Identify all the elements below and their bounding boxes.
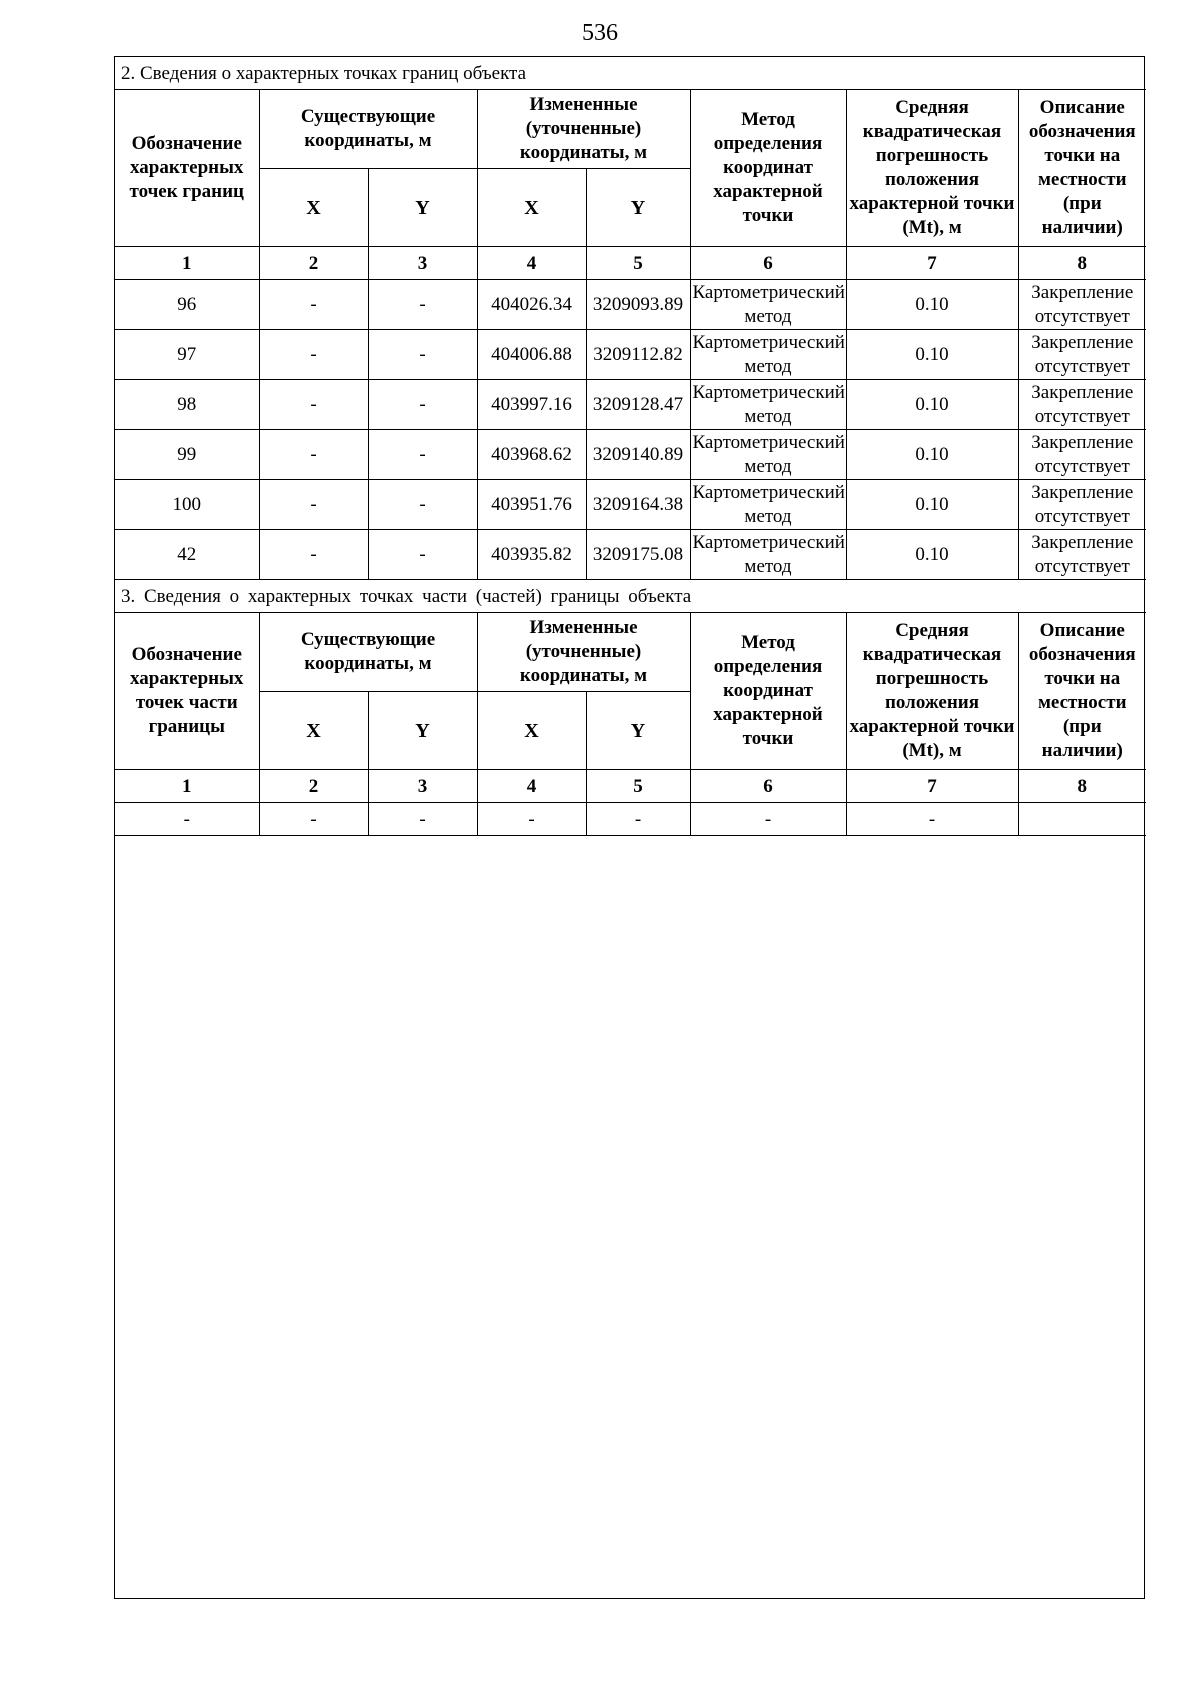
page-number: 536 [582, 20, 618, 46]
column-number: 1 [115, 770, 259, 803]
table-row [115, 380, 1146, 430]
section2-title-row [115, 57, 1146, 90]
header-error: Средняя квадратическая погрешность положения характерной точки (Mt), м [846, 613, 1018, 770]
header-existing-y: Y [368, 692, 477, 770]
points-table [115, 57, 1146, 836]
header-existing-x: X [259, 692, 368, 770]
header-changed-y: Y [586, 169, 690, 247]
table-row [115, 330, 1146, 380]
header-existing: Существующие координаты, м [259, 90, 477, 169]
changed-x: - [477, 803, 586, 836]
changed-x: 404006.88 [477, 330, 586, 380]
method: Картометрический метод [690, 480, 846, 530]
existing-y: - [368, 380, 477, 430]
changed-x: 403997.16 [477, 380, 586, 430]
existing-x: - [259, 480, 368, 530]
header-existing: Существующие координаты, м [259, 613, 477, 692]
changed-x: 403935.82 [477, 530, 586, 580]
point-id: - [115, 803, 259, 836]
mt-error: 0.10 [846, 480, 1018, 530]
existing-x: - [259, 330, 368, 380]
column-number: 4 [477, 770, 586, 803]
header-method: Метод определения координат характерной точки [690, 613, 846, 770]
header-changed: Измененные (уточненные) координаты, м [477, 90, 690, 169]
table-row [115, 430, 1146, 480]
column-number: 5 [586, 770, 690, 803]
table-row [115, 280, 1146, 330]
header-method: Метод определения координат характерной точки [690, 90, 846, 247]
point-id: 97 [115, 330, 259, 380]
header-existing-y: Y [368, 169, 477, 247]
column-number: 2 [259, 770, 368, 803]
table-row [115, 480, 1146, 530]
existing-y: - [368, 430, 477, 480]
point-id: 99 [115, 430, 259, 480]
existing-y: - [368, 280, 477, 330]
mt-error: 0.10 [846, 530, 1018, 580]
point-description [1018, 803, 1146, 836]
existing-y: - [368, 530, 477, 580]
method: Картометрический метод [690, 430, 846, 480]
header-changed-x: X [477, 692, 586, 770]
point-description: Закрепление отсутствует [1018, 530, 1146, 580]
method: Картометрический метод [690, 530, 846, 580]
table-row [115, 530, 1146, 580]
mt-error: 0.10 [846, 430, 1018, 480]
section3-title: 3. Сведения о характерных точках части (частей) границы объекта [115, 580, 1146, 613]
point-id: 42 [115, 530, 259, 580]
changed-y: 3209164.38 [586, 480, 690, 530]
existing-x: - [259, 530, 368, 580]
header-designation: Обозначение характерных точек части границы [115, 613, 259, 770]
method: - [690, 803, 846, 836]
column-number: 3 [368, 770, 477, 803]
changed-y: 3209128.47 [586, 380, 690, 430]
point-id: 96 [115, 280, 259, 330]
point-description: Закрепление отсутствует [1018, 280, 1146, 330]
header-changed-y: Y [586, 692, 690, 770]
changed-y: - [586, 803, 690, 836]
section3-title-row [115, 580, 1146, 613]
point-id: 98 [115, 380, 259, 430]
existing-x: - [259, 280, 368, 330]
section2-title: 2. Сведения о характерных точках границ объекта [115, 57, 1146, 90]
column-number: 1 [115, 247, 259, 280]
header-changed: Измененные (уточненные) координаты, м [477, 613, 690, 692]
header-description: Описание обозначения точки на местности (при наличии) [1018, 90, 1146, 247]
column-number: 7 [846, 247, 1018, 280]
point-description: Закрепление отсутствует [1018, 480, 1146, 530]
column-number: 7 [846, 770, 1018, 803]
changed-y: 3209140.89 [586, 430, 690, 480]
section3-header-row [115, 613, 1146, 692]
column-number: 5 [586, 247, 690, 280]
existing-x: - [259, 430, 368, 480]
header-changed-x: X [477, 169, 586, 247]
changed-x: 404026.34 [477, 280, 586, 330]
changed-y: 3209093.89 [586, 280, 690, 330]
column-number: 3 [368, 247, 477, 280]
column-number: 4 [477, 247, 586, 280]
column-number: 8 [1018, 770, 1146, 803]
table-row [115, 803, 1146, 836]
point-id: 100 [115, 480, 259, 530]
header-description: Описание обозначения точки на местности (при наличии) [1018, 613, 1146, 770]
document-frame [114, 56, 1145, 1599]
method: Картометрический метод [690, 330, 846, 380]
section2-header-row [115, 90, 1146, 169]
mt-error: - [846, 803, 1018, 836]
mt-error: 0.10 [846, 280, 1018, 330]
existing-x: - [259, 380, 368, 430]
changed-y: 3209175.08 [586, 530, 690, 580]
header-designation: Обозначение характерных точек границ [115, 90, 259, 247]
column-number: 2 [259, 247, 368, 280]
point-description: Закрепление отсутствует [1018, 430, 1146, 480]
changed-x: 403951.76 [477, 480, 586, 530]
existing-y: - [368, 480, 477, 530]
existing-y: - [368, 330, 477, 380]
column-number: 6 [690, 247, 846, 280]
changed-y: 3209112.82 [586, 330, 690, 380]
mt-error: 0.10 [846, 380, 1018, 430]
point-description: Закрепление отсутствует [1018, 330, 1146, 380]
existing-x: - [259, 803, 368, 836]
mt-error: 0.10 [846, 330, 1018, 380]
header-error: Средняя квадратическая погрешность положения характерной точки (Mt), м [846, 90, 1018, 247]
column-number: 8 [1018, 247, 1146, 280]
existing-y: - [368, 803, 477, 836]
header-existing-x: X [259, 169, 368, 247]
section2-column-numbers [115, 247, 1146, 280]
column-number: 6 [690, 770, 846, 803]
section3-column-numbers [115, 770, 1146, 803]
changed-x: 403968.62 [477, 430, 586, 480]
method: Картометрический метод [690, 380, 846, 430]
point-description: Закрепление отсутствует [1018, 380, 1146, 430]
method: Картометрический метод [690, 280, 846, 330]
